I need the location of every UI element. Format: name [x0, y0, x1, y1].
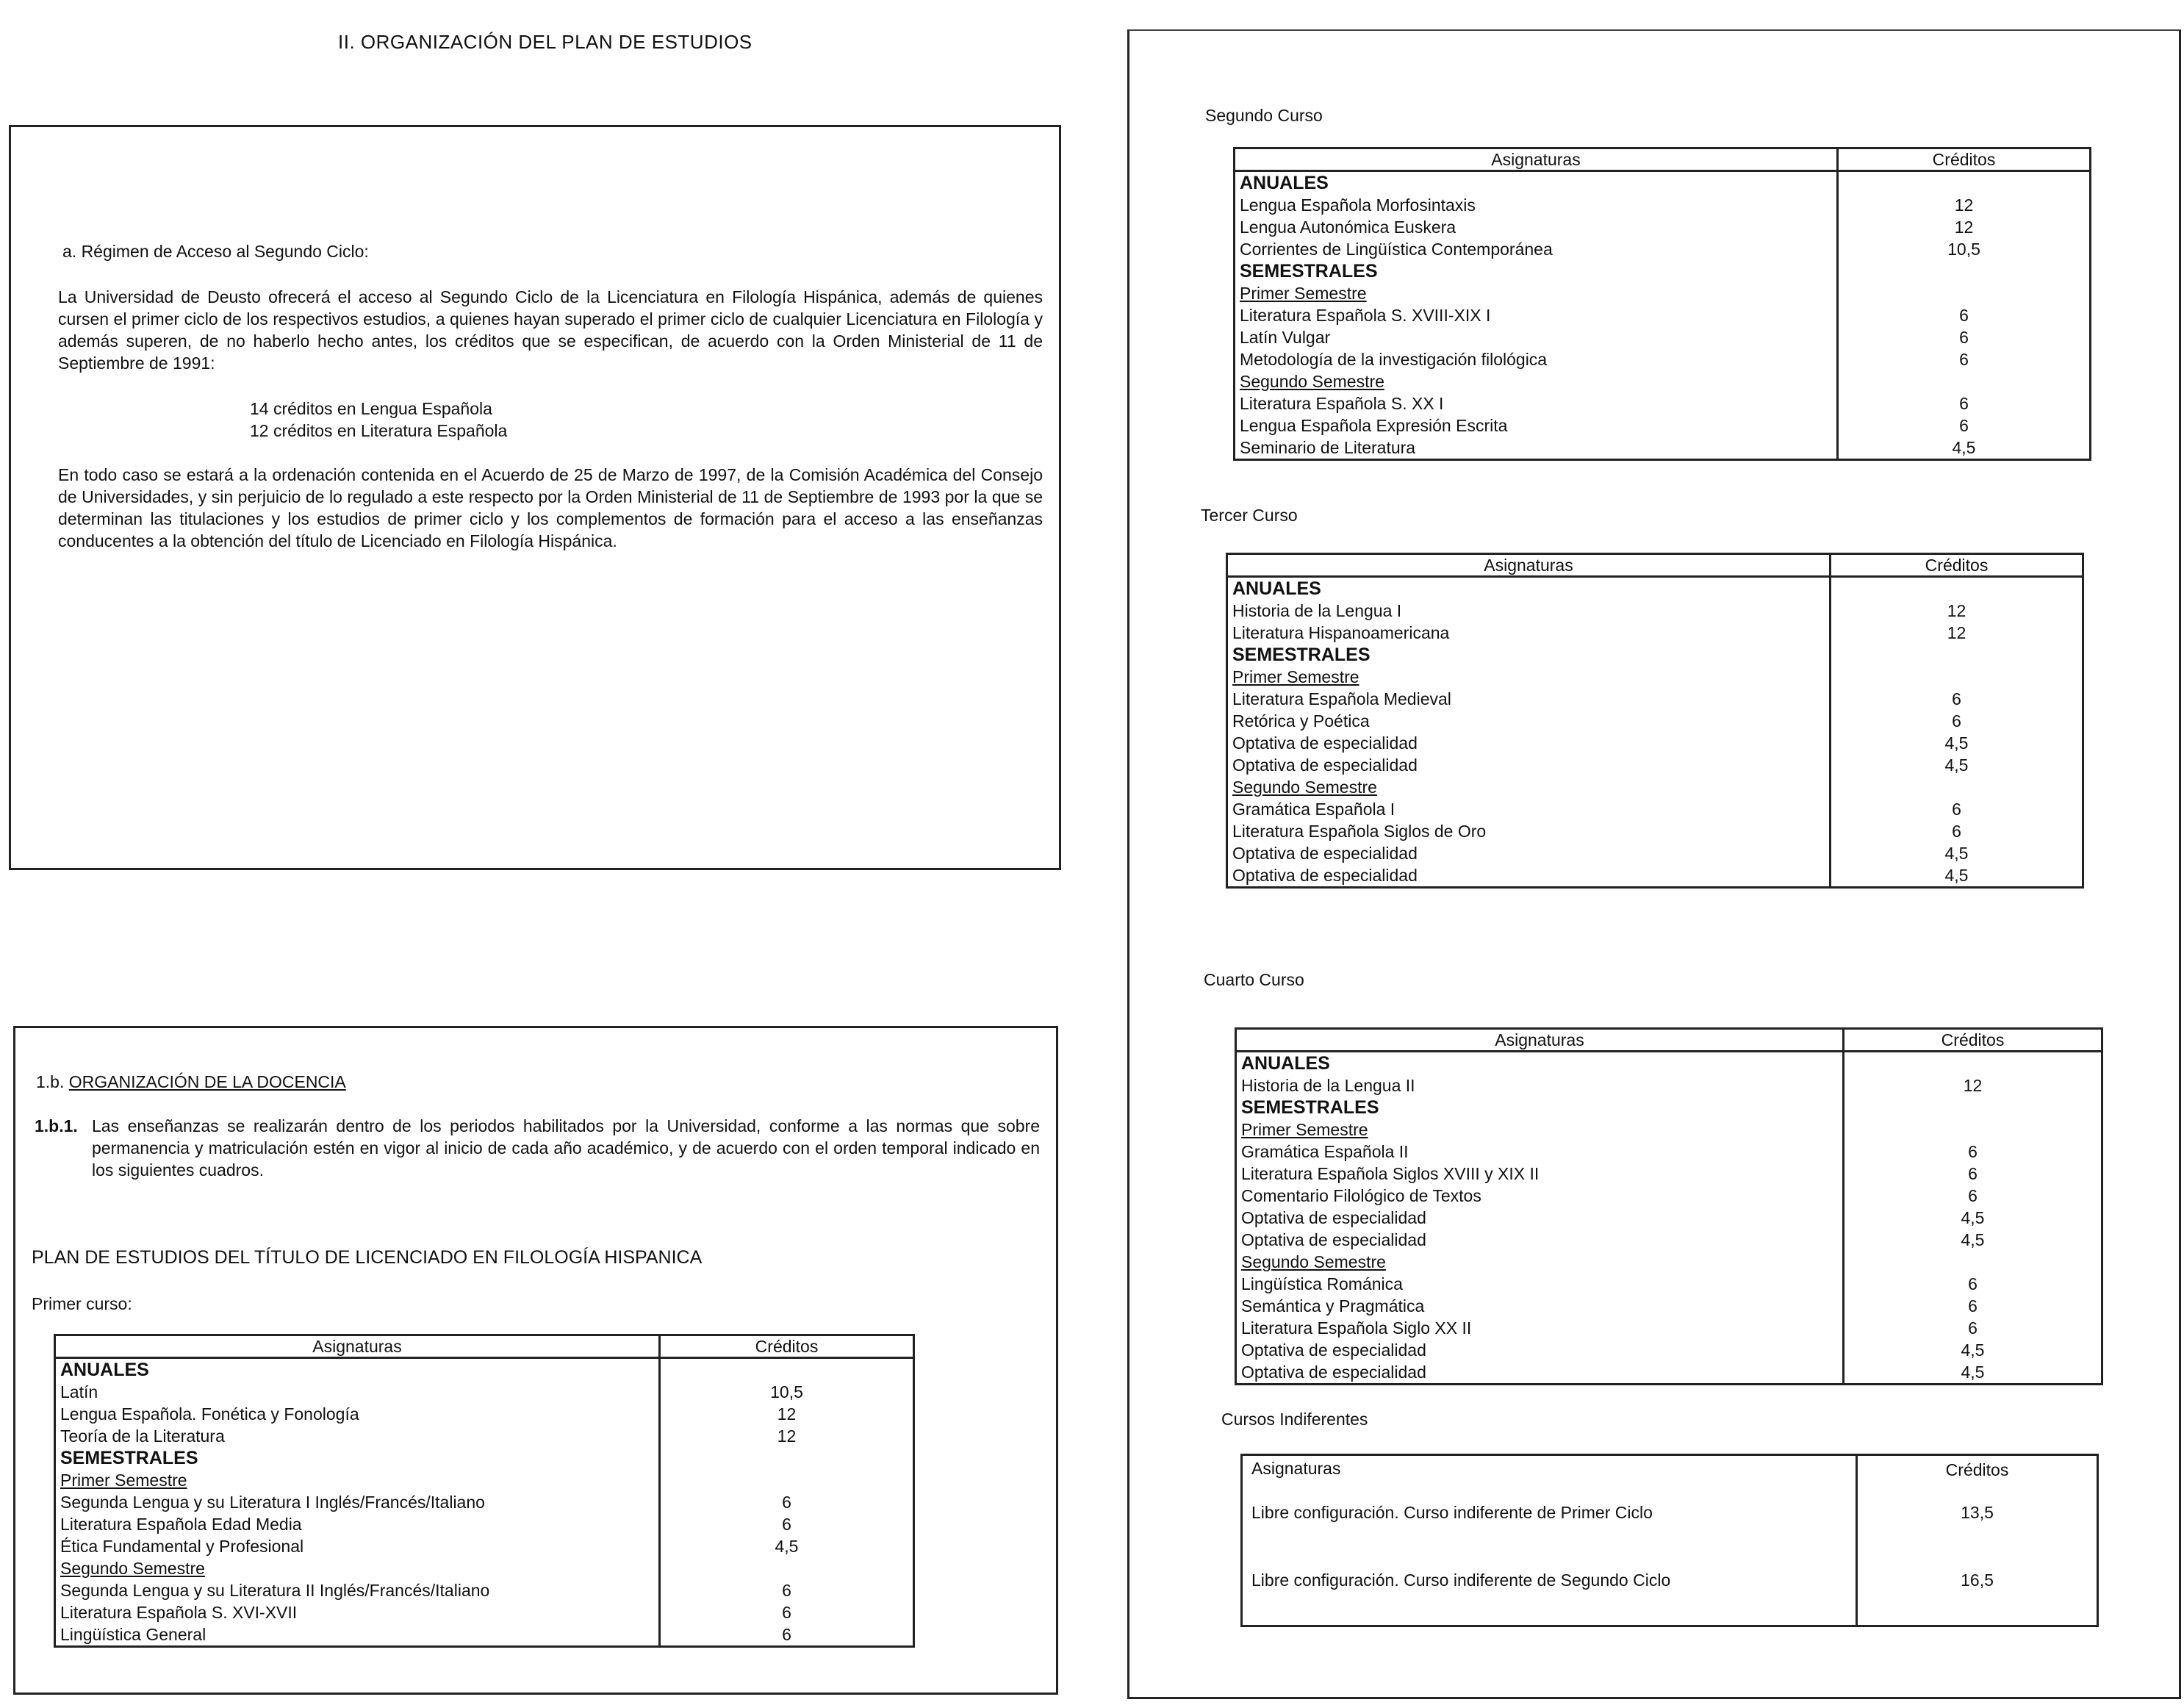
semester-label: Primer Semestre — [1227, 666, 1831, 688]
header-asignaturas: Asignaturas — [55, 1335, 660, 1358]
subject-row — [1227, 688, 2083, 710]
subject-credits — [1844, 1052, 2102, 1075]
section-row — [1236, 1052, 2102, 1075]
subject-credits: 6 — [1844, 1317, 2102, 1339]
subject-name: Lingüística General — [55, 1623, 660, 1647]
subject-row — [1235, 437, 2091, 460]
semester-label: Segundo Semestre — [1235, 370, 1838, 392]
subject-credits: 6 — [660, 1623, 914, 1647]
access-heading: a. Régimen de Acceso al Segundo Ciclo: — [62, 242, 369, 261]
subject-row — [1236, 1317, 2102, 1339]
subject-credits — [1831, 776, 2083, 798]
semester-row — [1227, 666, 2083, 688]
subject-row — [55, 1535, 914, 1557]
subject-row — [55, 1601, 914, 1623]
subject-credits: 6 — [660, 1513, 914, 1535]
semester-label: Primer Semestre — [55, 1469, 660, 1491]
credit-requirement-2: 12 créditos en Literatura Española — [250, 421, 508, 440]
subject-row — [1236, 1361, 2102, 1385]
subject-name: Literatura Española Siglo XX II — [1236, 1317, 1844, 1339]
subject-credits: 6 — [660, 1601, 914, 1623]
section-row — [55, 1447, 914, 1469]
subject-row — [1235, 348, 2091, 370]
subject-name: Literatura Española S. XX I — [1235, 392, 1838, 414]
page-title: II. ORGANIZACIÓN DEL PLAN DE ESTUDIOS — [338, 31, 752, 53]
subject-name: Segunda Lengua y su Literatura II Inglés/Francés/Italiano — [55, 1579, 660, 1601]
subject-row — [1235, 216, 2091, 238]
subject-credits — [1844, 1251, 2102, 1273]
subject-row — [1235, 194, 2091, 216]
subject-row — [55, 1403, 914, 1425]
subject-row — [1235, 414, 2091, 437]
subject-name: Optativa de especialidad — [1227, 864, 1831, 888]
subject-credits — [1831, 577, 2083, 600]
header-creditos: Créditos — [660, 1335, 914, 1358]
subject-credits: 4,5 — [1844, 1207, 2102, 1229]
cuarto-curso-table — [1235, 1027, 2103, 1385]
subject-row — [55, 1381, 914, 1403]
subject-credits: 6 — [1838, 348, 2091, 370]
indiferente-creditos: 13,5 — [1857, 1503, 2098, 1571]
subject-name: Latín — [55, 1381, 660, 1403]
subject-name: Lingüística Románica — [1236, 1273, 1844, 1295]
subject-credits — [660, 1447, 914, 1469]
section-label: ANUALES — [55, 1358, 660, 1382]
subject-credits — [660, 1557, 914, 1579]
subject-credits: 6 — [1844, 1163, 2102, 1185]
subject-name: Gramática Española II — [1236, 1141, 1844, 1163]
subject-row — [1227, 600, 2083, 622]
section-row — [1227, 577, 2083, 600]
subject-credits: 12 — [660, 1403, 914, 1425]
subject-credits: 4,5 — [660, 1535, 914, 1557]
semester-row — [55, 1557, 914, 1579]
cursos-indiferentes-table — [1240, 1454, 2099, 1627]
access-paragraph-1: La Universidad de Deusto ofrecerá el acceso al Segundo Ciclo de la Licenciatura en Filología Hispánica, además de quienes cursen el primer ciclo de los respectivos estudios, a quienes hayan superado el primer ciclo de cualquier Licenciatura en Filología y además superen, de no haberlo hecho antes, los créditos que se especifican, de acuerdo con la Orden Ministerial de 11 de Septiembre de 1991: — [58, 287, 1043, 373]
section-row — [1235, 260, 2091, 282]
section-label: SEMESTRALES — [1235, 260, 1838, 282]
semester-row — [1236, 1119, 2102, 1141]
subject-credits — [1838, 260, 2091, 282]
primer-curso-label: Primer curso: — [32, 1294, 132, 1313]
subject-credits — [660, 1469, 914, 1491]
subject-credits: 12 — [660, 1425, 914, 1447]
subject-row — [1235, 392, 2091, 414]
subject-name: Optativa de especialidad — [1227, 732, 1831, 754]
subject-credits: 10,5 — [1838, 238, 2091, 260]
subject-name: Literatura Española S. XVI-XVII — [55, 1601, 660, 1623]
subject-credits: 4,5 — [1844, 1229, 2102, 1251]
section-label: ANUALES — [1227, 577, 1831, 600]
subject-row — [1235, 326, 2091, 348]
header-creditos: Créditos — [1844, 1029, 2102, 1052]
access-paragraph-2: En todo caso se estará a la ordenación contenida en el Acuerdo de 25 de Marzo de 1997, de la Comisión Académica del Consejo de Universidades, y sin perjuicio de lo regulado a este respecto por la Orden Ministerial de 11 de Septiembre de 1993 por la que se determinan las titulaciones y los estudios de primer ciclo y los complementos de formación para el acceso a las enseñanzas conducentes a la obtención del título de Licenciado en Filología Hispánica. — [58, 465, 1043, 550]
subject-credits: 6 — [1844, 1295, 2102, 1317]
subject-credits: 6 — [1838, 304, 2091, 326]
section-row — [1236, 1096, 2102, 1119]
semester-label: Segundo Semestre — [1227, 776, 1831, 798]
subject-row — [1236, 1273, 2102, 1295]
subject-name: Corrientes de Lingüística Contemporánea — [1235, 238, 1838, 260]
subject-credits: 6 — [1844, 1185, 2102, 1207]
tercer-curso-label: Tercer Curso — [1201, 506, 1298, 525]
subject-name: Historia de la Lengua I — [1227, 600, 1831, 622]
subject-credits: 4,5 — [1838, 437, 2091, 460]
subject-name: Lengua Española. Fonética y Fonología — [55, 1403, 660, 1425]
semester-row — [1236, 1251, 2102, 1273]
subject-credits: 6 — [660, 1579, 914, 1601]
tercer-curso-table — [1226, 553, 2084, 889]
semester-label: Primer Semestre — [1236, 1119, 1844, 1141]
subject-credits — [1844, 1096, 2102, 1119]
access-box — [9, 125, 1061, 870]
subject-name: Optativa de especialidad — [1236, 1229, 1844, 1251]
subject-name: Literatura Española S. XVIII-XIX I — [1235, 304, 1838, 326]
subject-name: Lengua Autonómica Euskera — [1235, 216, 1838, 238]
subject-credits: 4,5 — [1831, 864, 2083, 888]
subject-credits: 12 — [1831, 622, 2083, 644]
section-row — [55, 1358, 914, 1382]
subject-credits: 4,5 — [1844, 1339, 2102, 1361]
subject-credits: 4,5 — [1831, 842, 2083, 864]
docencia-paragraph: Las enseñanzas se realizarán dentro de los periodos habilitados por la Universidad, conforme a las normas que sobre permanencia y matriculación estén en vigor al inicio de cada año académico, y de acuerdo con el orden temporal indicado en los siguientes cuadros. — [92, 1116, 1040, 1180]
subject-name: Optativa de especialidad — [1236, 1361, 1844, 1385]
subject-row — [55, 1425, 914, 1447]
docencia-heading-text: ORGANIZACIÓN DE LA DOCENCIA — [68, 1072, 346, 1091]
subject-row — [1236, 1141, 2102, 1163]
subject-row — [1235, 238, 2091, 260]
subject-name: Latín Vulgar — [1235, 326, 1838, 348]
subject-row — [1236, 1295, 2102, 1317]
semester-row — [1235, 370, 2091, 392]
segundo-curso-label: Segundo Curso — [1205, 106, 1323, 125]
subject-name: Optativa de especialidad — [1227, 842, 1831, 864]
subject-name: Historia de la Lengua II — [1236, 1074, 1844, 1096]
subject-name: Literatura Hispanoamericana — [1227, 622, 1831, 644]
subject-name: Literatura Española Edad Media — [55, 1513, 660, 1535]
subject-row — [55, 1513, 914, 1535]
docencia-heading-number: 1.b. — [36, 1072, 69, 1091]
subject-credits — [660, 1358, 914, 1382]
subject-row — [1236, 1207, 2102, 1229]
indiferente-name: Libre configuración. Curso indiferente de Segundo Ciclo — [1242, 1571, 1857, 1626]
subject-name: Comentario Filológico de Textos — [1236, 1185, 1844, 1207]
semester-label: Segundo Semestre — [1236, 1251, 1844, 1273]
subject-row — [1227, 754, 2083, 776]
header-asignaturas: Asignaturas — [1236, 1029, 1844, 1052]
subject-credits: 6 — [1838, 392, 2091, 414]
indiferente-name: Libre configuración. Curso indiferente de Primer Ciclo — [1242, 1503, 1857, 1571]
cursos-indiferentes-label: Cursos Indiferentes — [1221, 1410, 1368, 1429]
subject-credits: 6 — [660, 1491, 914, 1513]
subject-name: Literatura Española Medieval — [1227, 688, 1831, 710]
subject-credits: 4,5 — [1831, 754, 2083, 776]
header-creditos: Créditos — [1857, 1455, 2098, 1504]
section-row — [1227, 644, 2083, 666]
docencia-box — [13, 1026, 1058, 1695]
semester-row — [1227, 776, 2083, 798]
subject-name: Metodología de la investigación filológica — [1235, 348, 1838, 370]
subject-credits: 12 — [1844, 1074, 2102, 1096]
subject-row — [1236, 1185, 2102, 1207]
subject-name: Teoría de la Literatura — [55, 1425, 660, 1447]
subject-name: Optativa de especialidad — [1227, 754, 1831, 776]
subject-credits — [1831, 666, 2083, 688]
subject-name: Literatura Española Siglos de Oro — [1227, 820, 1831, 842]
section-label: ANUALES — [1235, 171, 1838, 195]
subject-credits — [1838, 171, 2091, 195]
subject-credits — [1838, 282, 2091, 304]
subject-name: Retórica y Poética — [1227, 710, 1831, 732]
indiferente-creditos: 16,5 — [1857, 1571, 2098, 1626]
subject-name: Literatura Española Siglos XVIII y XIX II — [1236, 1163, 1844, 1185]
subject-credits: 4,5 — [1831, 732, 2083, 754]
section-label: SEMESTRALES — [55, 1447, 660, 1469]
plan-title: PLAN DE ESTUDIOS DEL TÍTULO DE LICENCIADO EN FILOLOGÍA HISPANICA — [32, 1247, 703, 1268]
subject-row — [1227, 820, 2083, 842]
semester-row — [55, 1469, 914, 1491]
header-asignaturas: Asignaturas — [1242, 1455, 1857, 1504]
section-row — [1235, 171, 2091, 195]
subject-credits — [1838, 370, 2091, 392]
subject-credits: 12 — [1831, 600, 2083, 622]
subject-row — [55, 1623, 914, 1647]
subject-name: Optativa de especialidad — [1236, 1207, 1844, 1229]
subject-name: Seminario de Literatura — [1235, 437, 1838, 460]
subject-credits: 6 — [1838, 326, 2091, 348]
subject-credits — [1844, 1119, 2102, 1141]
header-asignaturas: Asignaturas — [1227, 554, 1831, 577]
docencia-heading — [36, 1071, 346, 1093]
subject-row — [1227, 864, 2083, 888]
segundo-curso-table — [1233, 147, 2091, 461]
subject-name: Semántica y Pragmática — [1236, 1295, 1844, 1317]
subject-row — [1236, 1163, 2102, 1185]
section-label: SEMESTRALES — [1236, 1096, 1844, 1119]
section-label: ANUALES — [1236, 1052, 1844, 1075]
subject-credits: 6 — [1831, 688, 2083, 710]
header-creditos: Créditos — [1838, 148, 2091, 171]
subject-credits: 6 — [1831, 798, 2083, 820]
cuarto-curso-label: Cuarto Curso — [1204, 970, 1304, 989]
subject-credits: 10,5 — [660, 1381, 914, 1403]
subject-credits: 12 — [1838, 194, 2091, 216]
subject-row — [1227, 842, 2083, 864]
subject-name: Lengua Española Morfosintaxis — [1235, 194, 1838, 216]
subject-credits: 6 — [1844, 1273, 2102, 1295]
subject-row — [1227, 798, 2083, 820]
subject-name: Segunda Lengua y su Literatura I Inglés/Francés/Italiano — [55, 1491, 660, 1513]
subject-credits — [1831, 644, 2083, 666]
credit-requirement-1: 14 créditos en Lengua Española — [250, 399, 492, 418]
subject-credits: 4,5 — [1844, 1361, 2102, 1385]
semester-label: Primer Semestre — [1235, 282, 1838, 304]
subject-credits: 6 — [1844, 1141, 2102, 1163]
subject-row — [1227, 710, 2083, 732]
primer-curso-table — [54, 1334, 915, 1648]
subject-credits: 6 — [1831, 820, 2083, 842]
subject-name: Gramática Española I — [1227, 798, 1831, 820]
subject-row — [1236, 1074, 2102, 1096]
subject-credits: 6 — [1831, 710, 2083, 732]
section-label: SEMESTRALES — [1227, 644, 1831, 666]
subject-row — [1227, 732, 2083, 754]
subject-row — [55, 1579, 914, 1601]
subject-row — [1235, 304, 2091, 326]
docencia-paragraph-number: 1.b.1. — [35, 1116, 78, 1135]
subject-name: Optativa de especialidad — [1236, 1339, 1844, 1361]
header-asignaturas: Asignaturas — [1235, 148, 1838, 171]
subject-row — [55, 1491, 914, 1513]
subject-row — [1227, 622, 2083, 644]
header-creditos: Créditos — [1831, 554, 2083, 577]
subject-name: Lengua Española Expresión Escrita — [1235, 414, 1838, 437]
subject-credits: 12 — [1838, 216, 2091, 238]
subject-name: Ética Fundamental y Profesional — [55, 1535, 660, 1557]
subject-row — [1236, 1229, 2102, 1251]
semester-row — [1235, 282, 2091, 304]
semester-label: Segundo Semestre — [55, 1557, 660, 1579]
subject-row — [1236, 1339, 2102, 1361]
subject-credits: 6 — [1838, 414, 2091, 437]
